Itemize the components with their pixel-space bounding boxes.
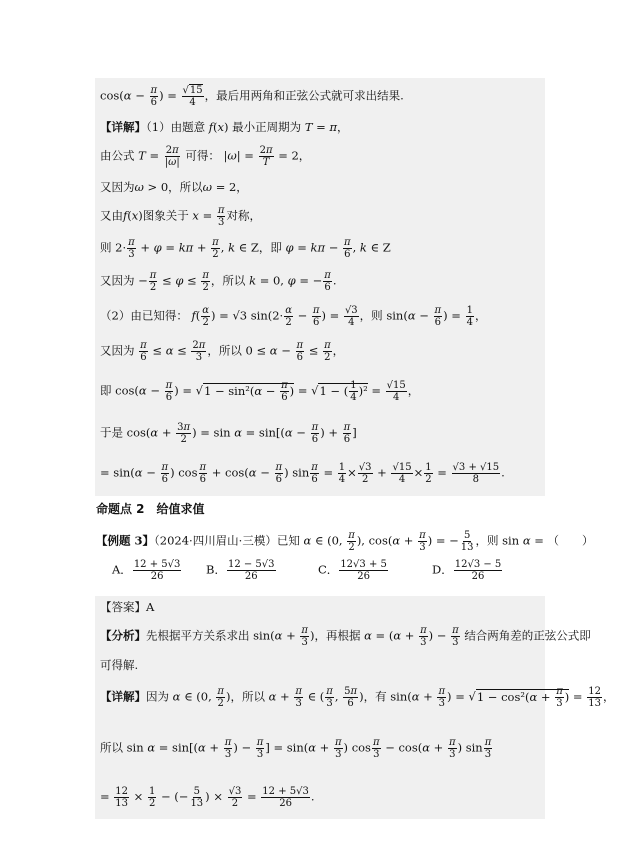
- text: 又因为: [100, 180, 135, 194]
- text: 对称，: [226, 208, 261, 223]
- text: 结合两角差的正弦公式即: [464, 628, 591, 643]
- detail-line-1: 【详解】（1）由题意 f(x) 最小正周期为 T = π，: [100, 120, 349, 134]
- text: 26: [150, 571, 164, 582]
- text: （2）由已知得：: [100, 308, 188, 323]
- text: D．: [432, 562, 453, 577]
- text: 因为: [146, 689, 169, 704]
- detail2-line-2: 所以 sin α = sin[(α + $\frac{\pi}{3}$ ) − $\frac{\pi}{3}$ ] = sin(α + $\frac{\pi}{3}$ ) cos $\frac{\pi}{3}$ − cos(α + $\frac{\pi}{3}$ ) sin $\frac{\pi}{3}$: [100, 737, 492, 760]
- text: 则: [100, 240, 112, 255]
- detail2-label: 【详解】: [100, 689, 146, 704]
- detail2-line-3: = $\frac{12}{13}$ × $\frac{1}{2}$ − (− $\frac{5}{13}$ ) × $\frac{√3}{2}$ = $\frac{12 + 5√3}{26}$ .: [100, 786, 315, 809]
- analysis-label: 【分析】: [100, 628, 146, 643]
- text: 可得：: [185, 148, 220, 163]
- text: 12 − 5√3: [227, 559, 275, 570]
- option-b[interactable]: [206, 559, 277, 582]
- intro-text: ，最后用两角和正弦公式就可求出结果.: [204, 88, 404, 103]
- section-heading: 命题点 2 给值求值: [96, 502, 205, 516]
- text: ，所以: [207, 343, 242, 358]
- option-c[interactable]: [318, 559, 389, 582]
- detail-line-11: = sin(α − $\frac{\pi}{6}$ ) cos $\frac{\pi}{6}$ + cos(α − $\frac{\pi}{6}$ ) sin $\frac{\pi}{6}$ = $\frac{1}{4}$ × $\frac{√3}{2}$ + $\frac{√15}{4}$ × $\frac{1}{2}$ = $\frac{√3 + √15}{8}$ .: [100, 462, 505, 485]
- text: A．: [112, 562, 132, 577]
- text: 26: [471, 571, 485, 582]
- text: ，所以: [210, 273, 246, 288]
- text: 12√3 − 5: [454, 559, 502, 570]
- text: ，所以: [230, 689, 265, 704]
- text: 12√3 + 5: [340, 559, 387, 570]
- detail-line-10: 于是 cos(α + $\frac{3\pi}{2}$ ) = sin α = sin[(α − $\frac{\pi}{6}$ ) + $\frac{\pi}{6}$ ]: [100, 422, 357, 445]
- text: （ ）: [547, 533, 594, 548]
- detail-line-4: 又由f(x)图象关于 x = $\frac{\pi}{3}$ 对称，: [100, 205, 261, 228]
- detail-line-2: 由公式 T = $\frac{2\pi}{|\omega|}$ 可得： |ω| = $\frac{2\pi}{T}$ = 2，: [100, 145, 311, 168]
- text: 26: [244, 571, 258, 582]
- text: ，即: [258, 240, 282, 255]
- text: （2024·四川眉山·三模）已知: [154, 533, 300, 548]
- detail-line-9: 即 cos(α − $\frac{\pi}{6}$ ) = √1 − sin²(α − $\frac{\pi}{6}$ ) = √1 − ( $\frac{1}{4}$ )² = $\frac{√15}{4}$ ，: [100, 380, 420, 403]
- detail-line-3: 又因为ω > 0，所以ω = 2，: [100, 180, 248, 194]
- text: 最小正周期为: [232, 120, 302, 134]
- detail-line-7: （2）由已知得： f( $\frac{\alpha}{2}$ ) = √3 sin(2· $\frac{\alpha}{2}$ − $\frac{\pi}{6}$ ) = $\frac{√3}{4}$ ，则 sin(α − $\frac{\pi}{6}$ ) = $\frac{1}{4}$ ，: [100, 305, 487, 328]
- text: ，再根据: [314, 628, 361, 643]
- example-line: 【例题 3】（2024·四川眉山·三模）已知 α ∈ (0, $\frac{\pi}{2}$ ), cos(α + $\frac{\pi}{3}$ ) = − $\frac{5}{13}$ ，则 sin α = （ ）: [96, 530, 594, 553]
- text: 12 + 5√3: [133, 559, 181, 570]
- text: 由公式: [100, 148, 135, 163]
- text: ，所以: [168, 180, 203, 194]
- detail-line-8: 又因为 $\frac{\pi}{6}$ ≤ α ≤ $\frac{2\pi}{3}$ ，所以 0 ≤ α − $\frac{\pi}{6}$ ≤ $\frac{\pi}{2}$ ，: [100, 340, 345, 363]
- text: 又由: [100, 208, 123, 223]
- text: 图象关于: [142, 208, 189, 223]
- option-d[interactable]: [432, 559, 503, 582]
- detail-label: 【详解】: [100, 120, 146, 134]
- detail-line-6: 又因为 − $\frac{\pi}{2}$ ≤ φ ≤ $\frac{\pi}{2}$ ，所以 k = 0, φ = − $\frac{\pi}{6}$ .: [100, 270, 337, 293]
- option-a[interactable]: [112, 559, 182, 582]
- text: ，则: [475, 533, 499, 548]
- intro-line: cos(α − $\frac{\pi}{6}$ ) = $\frac{√15}{4}$ ，最后用两角和正弦公式就可求出结果.: [100, 85, 404, 108]
- example-label: 【例题 3】: [96, 533, 155, 548]
- text: 于是: [100, 425, 123, 440]
- text: 即: [100, 383, 112, 398]
- text: C．: [318, 562, 339, 577]
- detail-line-5: 则 2· $\frac{\pi}{3}$ + φ = kπ + $\frac{\pi}{2}$ , k ∈ Z，即 φ = kπ − $\frac{\pi}{6}$ , k ∈ Z: [100, 237, 391, 260]
- text: （1）由题意: [146, 120, 206, 134]
- text: ，有: [363, 689, 387, 704]
- analysis-line-2: 可得解.: [100, 658, 139, 672]
- text: ，则: [359, 308, 383, 323]
- text: 先根据平方关系求出: [146, 628, 250, 643]
- text: 26: [357, 571, 370, 582]
- answer-line: 【答案】A: [100, 600, 155, 614]
- text: 又因为: [100, 343, 135, 358]
- detail2-line-1: 【详解】因为 α ∈ (0, $\frac{\pi}{2}$ )，所以 α + $\frac{\pi}{3}$ ∈ ( $\frac{\pi}{3}$ , $\frac{5\pi}{6}$ )，有 sin(α + $\frac{\pi}{3}$ ) = √1 − cos²(α + $\frac{\pi}{3}$ ) = $\frac{12}{13}$ ，: [100, 686, 615, 709]
- text: 又因为: [100, 273, 135, 288]
- text: 所以: [100, 740, 123, 755]
- analysis-line: 【分析】先根据平方关系求出 sin(α + $\frac{\pi}{3}$ )，再根据 α = (α + $\frac{\pi}{3}$ ) − $\frac{\pi}{3}$ 结合两角差的正弦公式即: [100, 625, 591, 648]
- text: B．: [206, 562, 226, 577]
